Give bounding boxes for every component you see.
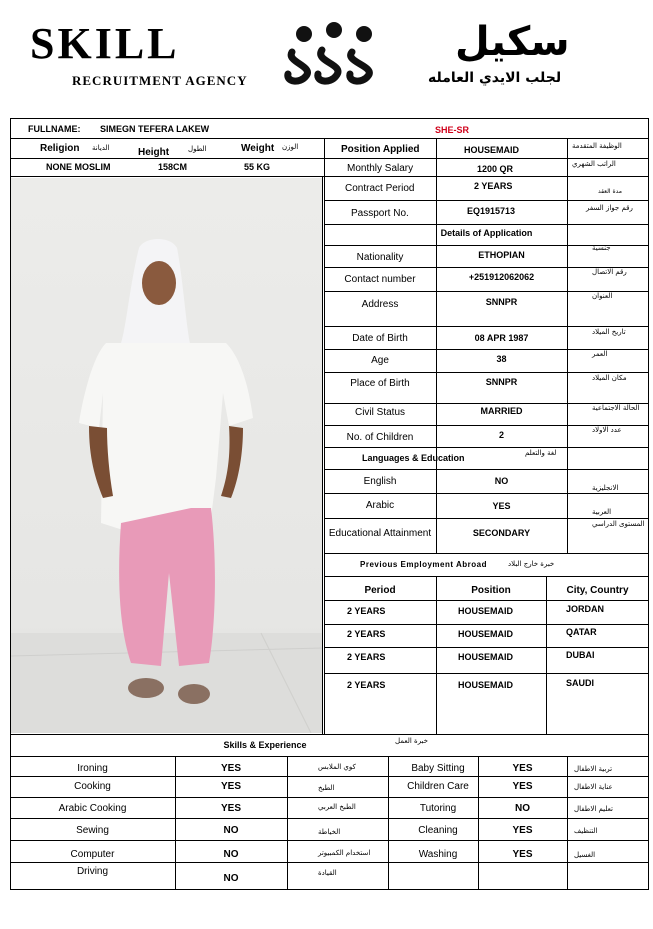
passport-arabic: رقم جواز السفر: [586, 204, 633, 212]
skill-arabic: الخياطة: [318, 828, 341, 836]
skill-arabic: تربية الاطفال: [574, 765, 613, 773]
employment-period: 2 YEARS: [347, 629, 386, 639]
detail-value: 08 APR 1987: [474, 333, 529, 343]
skill-value: YES: [512, 781, 533, 792]
language-value: SECONDARY: [472, 528, 531, 538]
detail-label: Nationality: [356, 252, 404, 263]
salary-arabic: الراتب الشهري: [572, 160, 616, 168]
employment-header-position: Position: [471, 585, 511, 596]
employment-country: SAUDI: [566, 678, 595, 688]
agency-logo-text: SKILL: [30, 19, 180, 68]
detail-arabic: العنوان: [592, 292, 613, 300]
people-logo-icon: [284, 22, 384, 94]
agency-logo-arabic: سكيل: [455, 19, 570, 65]
detail-arabic: الحالة الاجتماعية: [592, 404, 640, 412]
skill-label: Arabic Cooking: [58, 803, 127, 814]
detail-label: Date of Birth: [352, 333, 408, 344]
skill-label: Sewing: [76, 825, 109, 836]
employment-period: 2 YEARS: [347, 680, 386, 690]
height-arabic: الطول: [188, 145, 207, 153]
skill-value: NO: [223, 825, 239, 836]
detail-arabic: رقم الاتصال: [592, 268, 627, 276]
skill-arabic: الطبخ العربي: [318, 803, 356, 811]
height-value: 158CM: [158, 162, 188, 172]
skill-arabic: تعليم الاطفال: [574, 805, 613, 813]
fullname-value: SIMEGN TEFERA LAKEW: [100, 124, 210, 134]
language-arabic: العربية: [592, 508, 612, 516]
reference-code: SHE-SR: [435, 125, 470, 135]
employment-country: QATAR: [566, 627, 597, 637]
employment-position: HOUSEMAID: [458, 629, 514, 639]
skills-section-title: Skills & Experience: [223, 740, 307, 750]
skill-arabic: القيادة: [318, 869, 337, 877]
language-label: English: [363, 476, 397, 487]
fullname-label: FULLNAME:: [28, 124, 81, 134]
contract-label: Contract Period: [345, 183, 415, 194]
religion-label: Religion: [40, 143, 80, 154]
employment-period: 2 YEARS: [347, 652, 386, 662]
detail-value: 2: [498, 430, 504, 440]
details-section-title: Details of Application: [440, 228, 533, 238]
language-arabic: الانجليزية: [592, 484, 619, 492]
detail-value: MARRIED: [480, 406, 523, 416]
contract-value: 2 YEARS: [474, 181, 513, 191]
position-applied-label: Position Applied: [341, 144, 420, 155]
language-value: YES: [492, 501, 511, 511]
skill-label: Computer: [70, 849, 115, 860]
skill-label: Cleaning: [418, 825, 458, 836]
religion-arabic: الديانة: [92, 144, 110, 152]
skill-label: Driving: [76, 866, 109, 877]
skill-label: Children Care: [407, 781, 469, 792]
position-applied-value: HOUSEMAID: [464, 145, 520, 155]
skill-label: Ironing: [77, 763, 108, 774]
skill-label: Washing: [418, 849, 458, 860]
detail-label: Civil Status: [354, 407, 405, 418]
skill-label: Baby Sitting: [411, 763, 465, 774]
skill-arabic: الطبخ: [318, 784, 335, 792]
employment-header-period: Period: [364, 585, 396, 596]
contract-arabic: مدة العقد: [598, 188, 622, 195]
employment-position: HOUSEMAID: [458, 606, 514, 616]
passport-label: Passport No.: [351, 208, 409, 219]
skill-arabic: الغسيل: [574, 851, 596, 859]
employment-section-arabic: خبرة خارج البلاد: [508, 560, 555, 568]
salary-value: 1200 QR: [477, 164, 514, 174]
employment-period: 2 YEARS: [347, 606, 386, 616]
detail-label: Age: [371, 355, 389, 366]
skill-label: Tutoring: [419, 803, 457, 814]
detail-value: SNNPR: [485, 297, 518, 307]
skill-value: YES: [512, 763, 533, 774]
detail-value: ETHOPIAN: [478, 250, 525, 260]
skill-value: NO: [515, 803, 530, 814]
agency-subtitle-arabic: لجلب الايدي العامله: [428, 70, 562, 86]
skill-arabic: استخدام الكمبيوتر: [318, 849, 371, 857]
detail-value: +251912062062: [468, 272, 535, 282]
detail-label: Contact number: [344, 274, 416, 285]
employment-country: JORDAN: [566, 604, 605, 614]
detail-value: 38: [496, 354, 507, 364]
languages-section-title: Languages & Education: [362, 453, 465, 463]
skill-arabic: كوي الملابس: [318, 763, 356, 771]
agency-subtitle: RECRUITMENT AGENCY: [72, 73, 248, 88]
detail-arabic: جنسية: [592, 244, 611, 252]
weight-arabic: الوزن: [282, 143, 299, 151]
employment-header-country: City, Country: [566, 585, 629, 596]
employment-country: DUBAI: [566, 650, 595, 660]
passport-value: EQ1915713: [467, 206, 516, 216]
language-label: Arabic: [365, 500, 395, 511]
position-applied-arabic: الوظيفة المتقدمة: [572, 142, 622, 150]
skill-value: NO: [223, 873, 239, 884]
detail-arabic: العمر: [592, 350, 608, 358]
weight-label: Weight: [241, 143, 275, 154]
skill-arabic: عناية الاطفال: [574, 783, 613, 791]
language-label: Educational Attainment: [328, 528, 432, 539]
detail-arabic: تاريخ الميلاد: [592, 328, 626, 336]
employment-position: HOUSEMAID: [458, 652, 514, 662]
skills-section-arabic: خبرة العمل: [395, 737, 428, 745]
applicant-photo: [11, 178, 322, 733]
employment-position: HOUSEMAID: [458, 680, 514, 690]
language-arabic: المستوى الدراسي: [592, 520, 645, 528]
skill-value: YES: [220, 803, 241, 814]
detail-arabic: مكان الميلاد: [592, 374, 627, 382]
skill-value: YES: [220, 781, 241, 792]
height-label: Height: [138, 147, 170, 158]
detail-label: No. of Children: [346, 432, 414, 443]
religion-value: NONE MOSLIM: [46, 162, 111, 172]
language-value: NO: [494, 476, 509, 486]
detail-arabic: عدد الاولاد: [592, 426, 622, 434]
detail-label: Address: [361, 299, 399, 310]
skill-value: NO: [223, 849, 239, 860]
skill-value: YES: [512, 849, 533, 860]
skill-label: Cooking: [74, 781, 111, 792]
weight-value: 55 KG: [244, 162, 271, 172]
detail-label: Place of Birth: [350, 378, 410, 389]
salary-label: Monthly Salary: [347, 163, 414, 174]
skill-arabic: التنظيف: [574, 827, 598, 835]
employment-section-title: Previous Employment Abroad: [360, 560, 487, 569]
languages-section-arabic: لغة والتعلم: [525, 449, 557, 457]
skill-value: YES: [220, 763, 241, 774]
skill-value: YES: [512, 825, 533, 836]
detail-value: SNNPR: [485, 377, 518, 387]
